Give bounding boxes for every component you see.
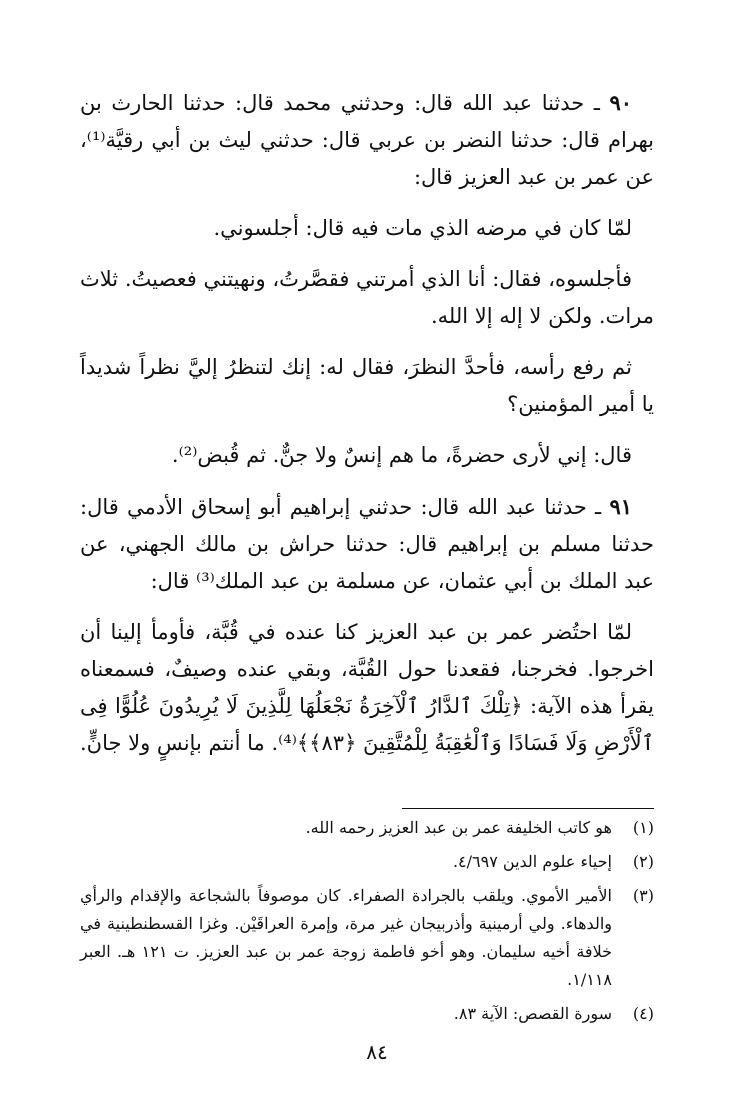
footnote-number: (١) — [632, 818, 654, 837]
footnote-text: إحياء علوم الدين ٤/٦٩٧. — [452, 852, 612, 871]
paragraph-text: فأجلسوه، فقال: أنا الذي أمرتني فقصَّرتُ، ونهيتني فعصيتُ. ثلاث مرات. ولكن لا إله إلا الله. — [80, 267, 654, 328]
main-text — [80, 84, 654, 776]
footnote — [80, 814, 654, 842]
page-number: ٨٤ — [366, 1040, 388, 1064]
paragraph — [80, 437, 654, 474]
footnote — [80, 848, 654, 876]
footnote-text: الأمير الأموي. ويلقب بالجرادة الصفراء. كان موصوفاً بالشجاعة والإقدام والرأي والدهاء. ولي أرمينية وأذربيجان غير مرة، وإمرة العراقَيْن. وغزا القسطنطينية في خلافة أخيه سليمان. وهو أخو فاطمة زوجة عمر بن عبد العزيز. ت ١٢١ هـ. العبر ١/١١٨. — [80, 886, 613, 989]
footnote-number: (٢) — [632, 852, 654, 871]
paragraph-text: ثم رفع رأسه، فأحدَّ النظرَ، فقال له: إنك لتنظرُ إليَّ نظراً شديداً يا أمير المؤمنين؟ — [80, 355, 654, 416]
footnotes — [80, 814, 654, 1034]
paragraph — [80, 349, 654, 423]
hadith-number: ٩١ — [609, 494, 632, 519]
paragraph — [80, 614, 654, 762]
paragraph — [80, 261, 654, 335]
footnote-text: سورة القصص: الآية ٨٣. — [453, 1004, 612, 1023]
footnote — [80, 1000, 654, 1028]
hadith-number: ٩٠ — [609, 90, 632, 115]
footnote-number: (٤) — [632, 1004, 654, 1023]
paragraph-90 — [80, 84, 654, 196]
footnote-text: هو كاتب الخليفة عمر بن عبد العزيز رحمه الله. — [305, 818, 612, 837]
paragraph-text: قال: إني لأرى حضرةً، ما هم إنسٌ ولا جنٌّ. ثم قُبض⁽²⁾. — [171, 443, 632, 467]
footnote-number: (٣) — [632, 886, 654, 905]
footnote-divider — [402, 808, 654, 809]
paragraph-91 — [80, 488, 654, 600]
paragraph-text: لمّا كان في مرضه الذي مات فيه قال: أجلسوني. — [213, 216, 632, 240]
paragraph-text: لمّا احتُضر عمر بن عبد العزيز كنا عنده في قُبَّة، فأومأ إلينا أن اخرجوا. فخرجنا، فقعدنا حول القُبَّة، وبقي عنده وصيفٌ، فسمعناه يقرأ هذه الآية: ﴿تِلْكَ ٱلدَّارُ ٱلْآخِرَةُ نَجْعَلُهَا لِلَّذِينَ لَا يُرِيدُونَ عُلُوًّا فِى ٱلْأَرْضِ وَلَا فَسَادًا وَٱلْعَٰقِبَةُ لِلْمُتَّقِينَ ﴿٨٣﴾﴾⁽⁴⁾. ما أنتم بإنسٍ ولا جانٍّ. — [79, 620, 654, 755]
paragraph-text: ـ حدثنا عبد الله قال: حدثني إبراهيم أبو إسحاق الأدمي قال: حدثنا مسلم بن إبراهيم قال: حدثنا حراش بن مالك الجهني، عن عبد الملك بن أبي عثمان، عن مسلمة بن عبد الملك⁽³⁾ قال: — [80, 495, 654, 593]
paragraph-text: ـ حدثنا عبد الله قال: وحدثني محمد قال: حدثنا الحارث بن بهرام قال: حدثنا النضر بن عربي قال: حدثني ليث بن أبي رقيَّة⁽¹⁾، عن عمر بن عبد العزيز قال: — [80, 91, 654, 189]
paragraph — [80, 210, 654, 247]
footnote — [80, 882, 654, 994]
